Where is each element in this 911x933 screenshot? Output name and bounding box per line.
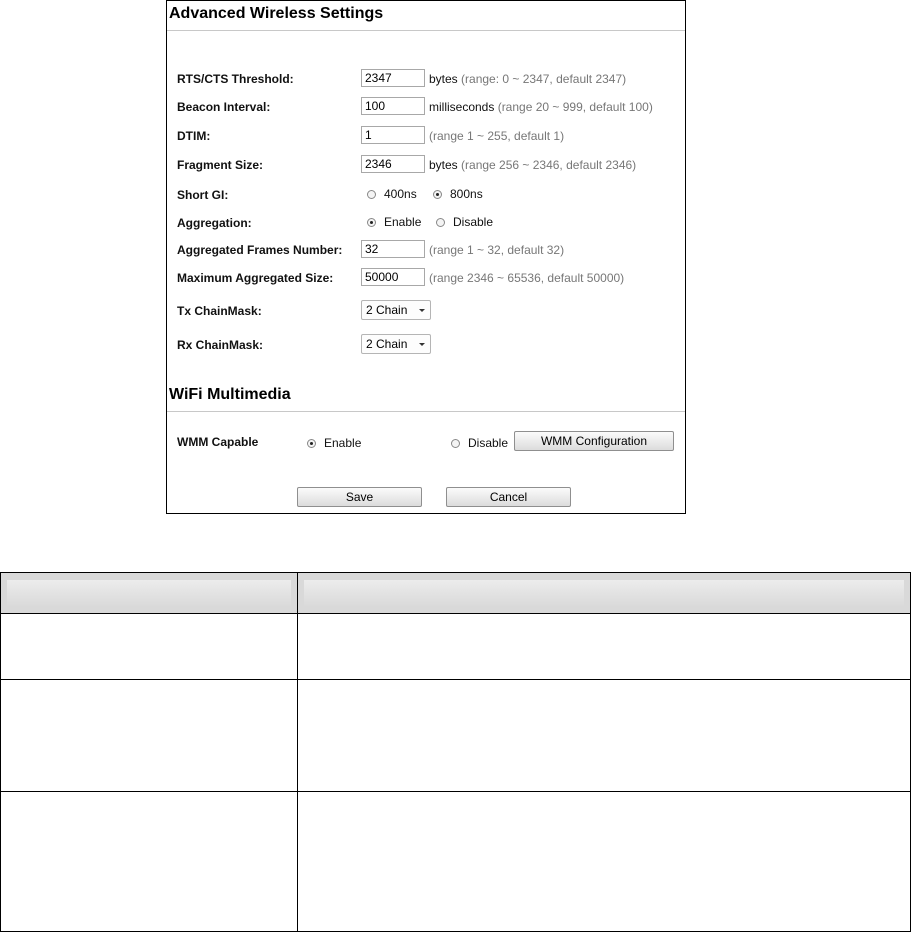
rts-hint (429, 72, 626, 86)
short-gi-row (167, 184, 685, 208)
table-cell (298, 792, 911, 932)
table-cell (1, 680, 298, 792)
agg-frames-label: Aggregated Frames Number: (177, 243, 343, 257)
wmm-enable-radio[interactable] (307, 436, 361, 450)
rts-threshold-input[interactable] (361, 69, 425, 87)
max-agg-label: Maximum Aggregated Size: (177, 271, 334, 285)
short-gi-800ns-radio[interactable] (433, 187, 483, 201)
radio-dot-selected-icon (367, 218, 376, 227)
fragment-label: Fragment Size: (177, 158, 264, 172)
short-gi-label: Short GI: (177, 188, 229, 202)
dtim-input[interactable] (361, 126, 425, 144)
fragment-unit: bytes (429, 158, 458, 172)
agg-frames-row (167, 239, 685, 263)
table-cell (298, 614, 911, 680)
max-agg-row (167, 267, 685, 291)
header-fill (304, 580, 904, 606)
table-header-cell (298, 573, 911, 614)
wmm-row (167, 431, 685, 455)
tx-chain-label: Tx ChainMask: (177, 304, 262, 318)
aggregation-enable-label: Enable (384, 215, 422, 229)
max-agg-input[interactable] (361, 268, 425, 286)
chevron-down-icon (419, 343, 425, 346)
beacon-range: (range 20 ~ 999, default 100) (494, 100, 653, 114)
fragment-row (167, 154, 685, 178)
tx-chainmask-value: 2 Chain (366, 303, 408, 317)
wmm-section-title: WiFi Multimedia (169, 386, 291, 403)
aggregation-row (167, 212, 685, 236)
wmm-disable-radio[interactable] (451, 436, 508, 450)
description-table (0, 572, 911, 932)
short-gi-400ns-radio[interactable] (367, 187, 417, 201)
fragment-hint (429, 158, 636, 172)
dtim-range: (range 1 ~ 255, default 1) (429, 129, 565, 143)
chevron-down-icon (419, 309, 425, 312)
aggregation-enable-radio[interactable] (367, 215, 421, 229)
rts-row (167, 68, 685, 92)
fragment-range: (range 256 ~ 2346, default 2346) (457, 158, 637, 172)
save-button[interactable]: Save (297, 487, 422, 507)
rx-chainmask-value: 2 Chain (366, 337, 408, 351)
max-agg-range: (range 2346 ~ 65536, default 50000) (429, 271, 625, 285)
rx-chainmask-select[interactable] (361, 334, 431, 354)
table-cell (1, 792, 298, 932)
table-row (1, 614, 911, 680)
beacon-hint (429, 100, 653, 114)
tx-chainmask-select[interactable] (361, 300, 431, 320)
table-cell (298, 680, 911, 792)
radio-dot-icon (367, 190, 376, 199)
fragment-size-input[interactable] (361, 155, 425, 173)
title-divider (167, 30, 685, 31)
short-gi-400ns-label: 400ns (384, 187, 417, 201)
radio-dot-icon (451, 439, 460, 448)
wmm-disable-label: Disable (468, 436, 509, 450)
beacon-unit: milliseconds (429, 100, 495, 114)
tx-chain-row (167, 300, 685, 324)
radio-dot-icon (436, 218, 445, 227)
dtim-row (167, 125, 685, 149)
wmm-capable-label: WMM Capable (177, 435, 259, 449)
dtim-label: DTIM: (177, 129, 211, 143)
rx-chain-label: Rx ChainMask: (177, 338, 264, 352)
cancel-button[interactable]: Cancel (446, 487, 571, 507)
rts-range: (range: 0 ~ 2347, default 2347) (457, 72, 627, 86)
beacon-interval-input[interactable] (361, 97, 425, 115)
agg-frames-input[interactable] (361, 240, 425, 258)
advanced-wireless-panel (166, 0, 686, 514)
aggregation-disable-label: Disable (453, 215, 494, 229)
radio-dot-selected-icon (307, 439, 316, 448)
rx-chain-row (167, 334, 685, 358)
wmm-divider (167, 411, 685, 412)
agg-frames-hint (429, 243, 564, 257)
table-row (1, 792, 911, 932)
rts-unit: bytes (429, 72, 458, 86)
aggregation-label: Aggregation: (177, 216, 252, 230)
header-fill (7, 580, 291, 606)
table-header-cell (1, 573, 298, 614)
page-title: Advanced Wireless Settings (169, 5, 384, 22)
radio-dot-selected-icon (433, 190, 442, 199)
beacon-row (167, 96, 685, 120)
table-header-row (1, 573, 911, 614)
short-gi-800ns-label: 800ns (450, 187, 483, 201)
aggregation-disable-radio[interactable] (436, 215, 493, 229)
agg-frames-range: (range 1 ~ 32, default 32) (429, 243, 565, 257)
rts-label: RTS/CTS Threshold: (177, 72, 294, 86)
table-row (1, 680, 911, 792)
table-cell (1, 614, 298, 680)
wmm-configuration-button[interactable]: WMM Configuration (514, 431, 674, 451)
max-agg-hint (429, 271, 624, 285)
dtim-hint (429, 129, 564, 143)
beacon-label: Beacon Interval: (177, 100, 271, 114)
wmm-enable-label: Enable (324, 436, 362, 450)
